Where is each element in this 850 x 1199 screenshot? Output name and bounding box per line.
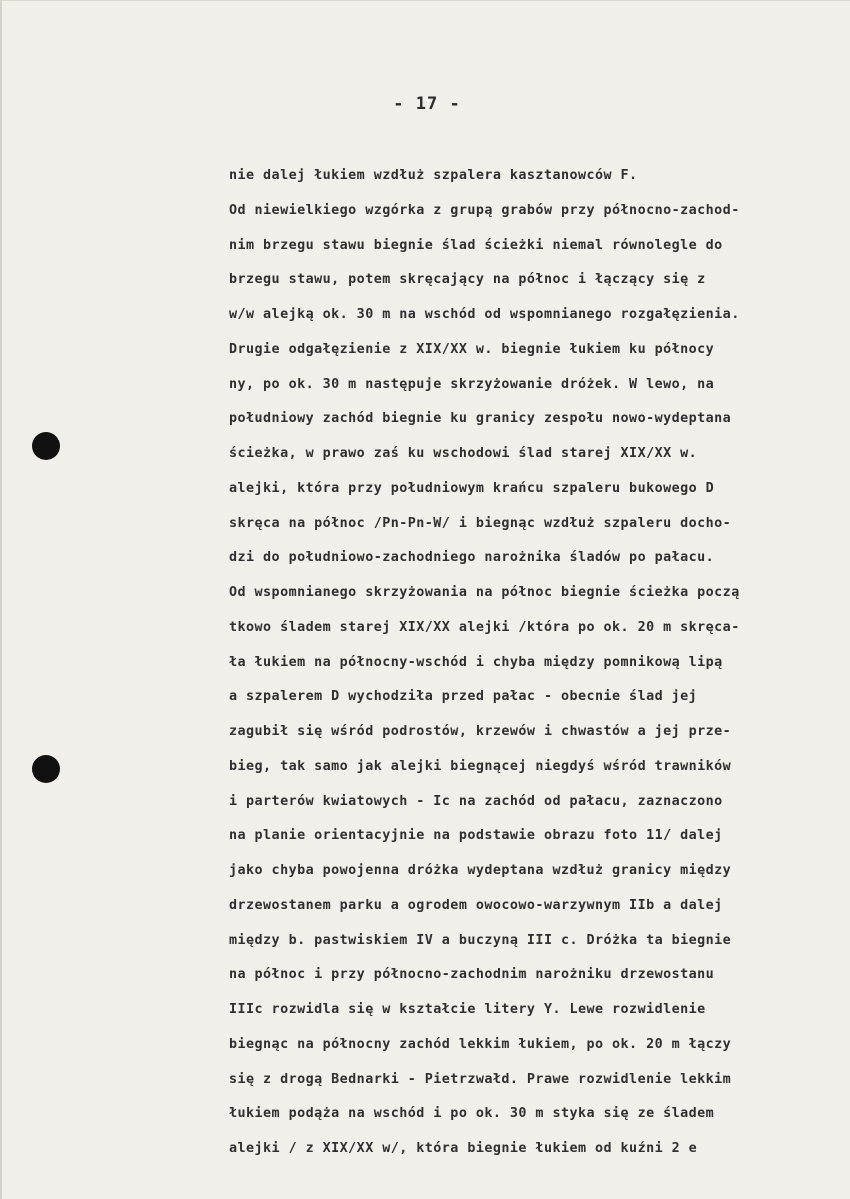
typed-text-body bbox=[229, 159, 850, 1167]
text-line: w/w alejką ok. 30 m na wschód od wspomnianego rozgałęzienia. bbox=[229, 307, 740, 322]
text-line: nim brzegu stawu biegnie ślad ścieżki niemal równolegle do bbox=[229, 237, 723, 253]
text-line: między b. pastwiskiem IV a buczyną III c. Dróżka ta biegnie bbox=[229, 932, 732, 948]
text-line: ścieżka, w prawo zaś ku wschodowi ślad starej XIX/XX w. bbox=[229, 446, 698, 461]
punch-hole bbox=[32, 432, 60, 460]
text-line: tkowo śladem starej XIX/XX alejki /która po ok. 20 m skręca- bbox=[229, 619, 740, 635]
text-line: skręca na północ /Pn-Pn-W/ i biegnąc wzdłuż szpaleru docho- bbox=[229, 515, 732, 531]
text-line: na planie orientacyjnie na podstawie obrazu foto 11/ dalej bbox=[229, 828, 723, 844]
punch-hole bbox=[32, 755, 60, 783]
text-line: dzi do południowo-zachodniego narożnika śladów po pałacu. bbox=[229, 550, 715, 566]
text-line: się z drogą Bednarki - Pietrzwałd. Prawe rozwidlenie lekkim bbox=[229, 1071, 732, 1087]
text-line: Drugie odgałęzienie z XIX/XX w. biegnie łukiem ku północy bbox=[229, 341, 715, 357]
text-line: alejki / z XIX/XX w/, która biegnie łukiem od kuźni 2 e bbox=[229, 1141, 698, 1156]
text-line: a szpalerem D wychodziła przed pałac - obecnie ślad jej bbox=[229, 689, 698, 705]
text-line: Od wspomnianego skrzyżowania na północ biegnie ścieżka począ bbox=[229, 585, 740, 600]
text-line: IIIc rozwidla się w kształcie litery Y. Lewe rozwidlenie bbox=[229, 1002, 706, 1017]
text-line: i parterów kwiatowych - Ic na zachód od pałacu, zaznaczono bbox=[229, 793, 723, 809]
page-number: - 17 - bbox=[393, 94, 461, 114]
text-line: ny, po ok. 30 m następuje skrzyżowanie dróżek. W lewo, na bbox=[229, 376, 715, 392]
text-line: alejki, która przy południowym krańcu szpaleru bukowego D bbox=[229, 480, 715, 496]
text-line: nie dalej łukiem wzdłuż szpalera kasztanowców F. bbox=[229, 168, 638, 183]
text-line: zagubił się wśród podrostów, krzewów i chwastów a jej prze- bbox=[229, 724, 732, 739]
text-line: Od niewielkiego wzgórka z grupą grabów przy północno-zachod- bbox=[229, 202, 740, 218]
text-line: na północ i przy północno-zachodnim narożniku drzewostanu bbox=[229, 967, 715, 983]
text-line: południowy zachód biegnie ku granicy zespołu nowo-wydeptana bbox=[229, 411, 732, 427]
text-line: jako chyba powojenna dróżka wydeptana wzdłuż granicy między bbox=[229, 863, 732, 878]
text-line: ła łukiem na północny-wschód i chyba między pomnikową lipą bbox=[229, 654, 723, 670]
text-line: łukiem podąża na wschód i po ok. 30 m styka się ze śladem bbox=[229, 1106, 715, 1122]
text-line: drzewostanem parku a ogrodem owocowo-warzywnym IIb a dalej bbox=[229, 897, 723, 913]
text-line: bieg, tak samo jak alejki biegnącej niegdyś wśród trawników bbox=[229, 758, 732, 774]
text-line: brzegu stawu, potem skręcający na północ i łączący się z bbox=[229, 272, 706, 288]
text-line: biegnąc na północny zachód lekkim łukiem, po ok. 20 m łączy bbox=[229, 1036, 732, 1052]
